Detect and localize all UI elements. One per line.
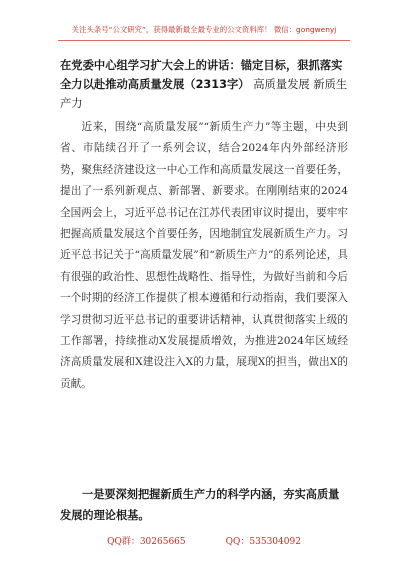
document-title [60, 56, 348, 113]
title-text: 在党委中心组学习扩大会上的讲话：锚定目标，狠抓落实全力以赴推动高质量发展（2313字） [60, 59, 343, 91]
section-subheading: 一是要深刻把握新质生产力的科学内涵，夯实高质量发展的理论根基。 [60, 488, 340, 522]
header-divider [58, 40, 350, 41]
body-paragraph: 近来，围绕“高质量发展”“新质生产力”等主题，中央到省、市陆续召开了一系列会议，结合2024年内外部经济形势，聚焦经济建设这一中心工作和高质量发展这一首要任务，提出了一系列新观点、新部署、新要求。在刚刚结束的2024全国两会上，习近平总书记在江苏代表团审议时提出，要牢牢把握高质量发展这个首要任务，因地制宜发展新质生产力。习近平总书记关于“高质量发展”和“新质生产力”的系列论述，具有很强的政治性、思想性战略性、指导性，为做好当前和今后一个时期的经济工作提供了根本遵循和行动指南，我们要深入学习贯彻习近平总书记的重要讲话精神，认真贯彻落实上级的工作部署，持续推动X发展提质增效，为推进2024年区域经济高质量发展和X建设注入X的力量，展现X的担当，做出X的贡献。 [60, 121, 348, 390]
footer-qq-group: QQ群：30265665 [107, 537, 186, 547]
footer-qq: QQ：535304092 [225, 537, 301, 547]
header-banner: 关注头条号“公文研究”，获得最新最全最专业的公文资料库！ 微信：gongwenyj [71, 25, 337, 34]
footer-contact [0, 534, 408, 547]
title-keywords: 高质量发展 新质生产力 [60, 78, 348, 110]
